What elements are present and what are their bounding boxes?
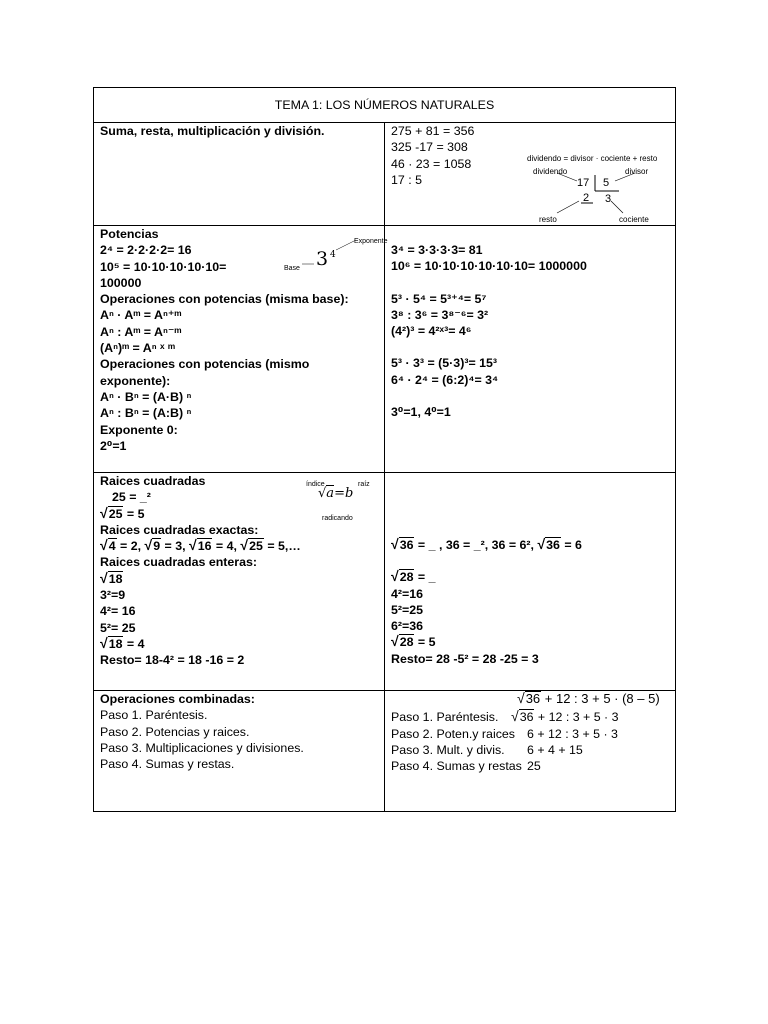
- div-example: 17 : 5: [391, 172, 423, 187]
- power-diagram-lines: [280, 234, 388, 274]
- root-remainder-example: Resto= 28 -5² = 28 -25 = 3: [391, 651, 539, 666]
- row3-right: [385, 473, 676, 691]
- exponent-label: Exponente: [354, 238, 388, 245]
- roots-line-2: 25 = _²: [112, 490, 151, 505]
- resto-label: resto: [539, 215, 557, 224]
- row2-right: [385, 226, 676, 473]
- division-17: 17: [577, 177, 590, 189]
- combined-heading: Operaciones combinadas:: [100, 692, 255, 706]
- power-line-6: Aⁿ : Aᵐ = Aⁿ⁻ᵐ: [100, 324, 182, 339]
- solution-step-4: Paso 4. Sumas y restas 25: [391, 759, 541, 774]
- row2-left: [94, 226, 388, 473]
- sqrt-symbol: √ 25: [100, 504, 123, 521]
- division-formula: dividendo = divisor · cociente + resto: [527, 154, 658, 163]
- row-roots: [94, 473, 676, 691]
- root-diagram-expr: √a=b: [318, 486, 354, 501]
- dividendo-label: dividendo: [533, 167, 568, 176]
- roots-line-3: √ 25 = 5: [100, 504, 145, 521]
- power-diagram-exp: 4: [330, 250, 336, 260]
- power-line-4: Operaciones con potencias (misma base):: [100, 292, 349, 307]
- solution-step-1: Paso 1. Paréntesis. √ 36 + 12 : 3 + 5 · 3: [391, 708, 619, 725]
- power-line-10: Aⁿ · Bⁿ = (A·B) ⁿ: [100, 389, 192, 404]
- roots-remainder: Resto= 18-4² = 18 -16 = 2: [100, 653, 245, 668]
- root-example-3: 4²=16: [391, 586, 424, 601]
- roots-line-10: 5²= 25: [100, 620, 136, 635]
- roots-line-7: √ 18: [100, 569, 123, 586]
- power-line-5: Aⁿ · Aᵐ = Aⁿ⁺ᵐ: [100, 308, 182, 323]
- row-operations: [94, 123, 676, 226]
- power-line-13: 2⁰=1: [100, 438, 127, 453]
- operations-heading: Suma, resta, multiplicación y división.: [100, 124, 325, 138]
- step-2: Paso 2. Potencias y raices.: [100, 724, 250, 739]
- sub-example: 325 -17 = 308: [391, 140, 468, 155]
- power-line-12: Exponente 0:: [100, 422, 178, 437]
- power-example-2: 10⁶ = 10·10·10·10·10·10= 1000000: [391, 259, 587, 274]
- roots-line-9: 4²= 16: [100, 604, 136, 619]
- exact-roots-list: √ 4 = 2, √ 9 = 3, √ 16 = 4, √ 25 = 5,…: [100, 537, 301, 554]
- row-powers: [94, 226, 676, 473]
- step-1: Paso 1. Paréntesis.: [100, 708, 208, 723]
- root-example-5: 6²=36: [391, 619, 424, 634]
- division-5: 5: [603, 177, 610, 189]
- roots-line-8: 3²=9: [100, 588, 126, 603]
- cociente-label: cociente: [619, 215, 649, 224]
- row4-right: [385, 691, 676, 812]
- power-example-1: 3⁴ = 3·3·3·3= 81: [391, 243, 483, 257]
- summary-table: [93, 87, 676, 812]
- step-4: Paso 4. Sumas y restas.: [100, 757, 235, 772]
- step-3: Paso 3. Multiplicaciones y divisiones.: [100, 740, 304, 755]
- power-line-9: exponente):: [100, 373, 171, 388]
- power-line-8: Operaciones con potencias (mismo: [100, 357, 310, 372]
- integer-roots-heading: Raices cuadradas enteras:: [100, 555, 258, 570]
- power-example-6: 5³ · 3³ = (5·3)³= 15³: [391, 356, 498, 371]
- power-example-8: 3⁰=1, 4⁰=1: [391, 405, 451, 420]
- table-title: TEMA 1: LOS NÚMEROS NATURALES: [94, 88, 676, 123]
- radicando-label: radicando: [322, 515, 353, 522]
- mul-example: 46 · 23 = 1058: [391, 156, 472, 171]
- row3-left: [94, 473, 385, 691]
- power-line-11: Aⁿ : Bⁿ = (A:B) ⁿ: [100, 406, 192, 421]
- power-example-5: (4²)³ = 4²ˣ³= 4⁶: [391, 324, 472, 339]
- power-example-7: 6⁴ · 2⁴ = (6:2)⁴= 3⁴: [391, 372, 499, 387]
- root-example-1: √ 36 = _ , 36 = _², 36 = 6², √ 36 = 6: [391, 536, 582, 552]
- root-diagram: [304, 477, 374, 523]
- power-diagram-base: 3: [316, 248, 329, 270]
- roots-heading: Raices cuadradas: [100, 474, 206, 488]
- root-example-4: 5²=25: [391, 602, 424, 617]
- division-2: 2: [583, 192, 590, 204]
- raiz-label: raíz: [358, 481, 370, 488]
- division-diagram: [527, 151, 667, 223]
- solution-step-2: Paso 2. Poten.y raices 6 + 12 : 3 + 5 · 3: [391, 726, 618, 741]
- row1-left: [94, 123, 385, 226]
- power-example-4: 3⁸ : 3⁶ = 3⁸⁻⁶= 3²: [391, 307, 489, 322]
- powers-heading: Potencias: [100, 227, 159, 241]
- power-line-1: 2⁴ = 2·2·2·2= 16: [100, 243, 192, 258]
- power-line-3: 100000: [100, 275, 142, 290]
- row-combined: [94, 691, 676, 812]
- power-diagram: [280, 234, 388, 274]
- root-example-6: √ 28 = 5: [391, 633, 436, 650]
- solution-step-3: Paso 3. Mult. y divis. 6 + 4 + 15: [391, 742, 583, 757]
- row4-left: [94, 691, 385, 812]
- base-label: Base: [284, 265, 300, 272]
- power-line-2: 10⁵ = 10·10·10·10·10=: [100, 259, 227, 274]
- title-row: [94, 88, 676, 123]
- sum-example: 275 + 81 = 356: [391, 124, 475, 138]
- exact-roots-heading: Raices cuadradas exactas:: [100, 522, 259, 537]
- document-page: [93, 87, 675, 810]
- power-example-3: 5³ · 5⁴ = 5³⁺⁴= 5⁷: [391, 291, 487, 306]
- root-example-2: √ 28 = _: [391, 568, 436, 585]
- divisor-label: divisor: [625, 167, 649, 176]
- combined-expression: √ 36 + 12 : 3 + 5 · (8 – 5): [517, 690, 660, 706]
- roots-line-11: √ 18 = 4: [100, 634, 145, 651]
- power-line-7: (Aⁿ)ᵐ = Aⁿ ˣ ᵐ: [100, 341, 176, 356]
- row1-right: [385, 123, 676, 226]
- indice-label: índice: [306, 481, 325, 488]
- division-3: 3: [605, 193, 612, 205]
